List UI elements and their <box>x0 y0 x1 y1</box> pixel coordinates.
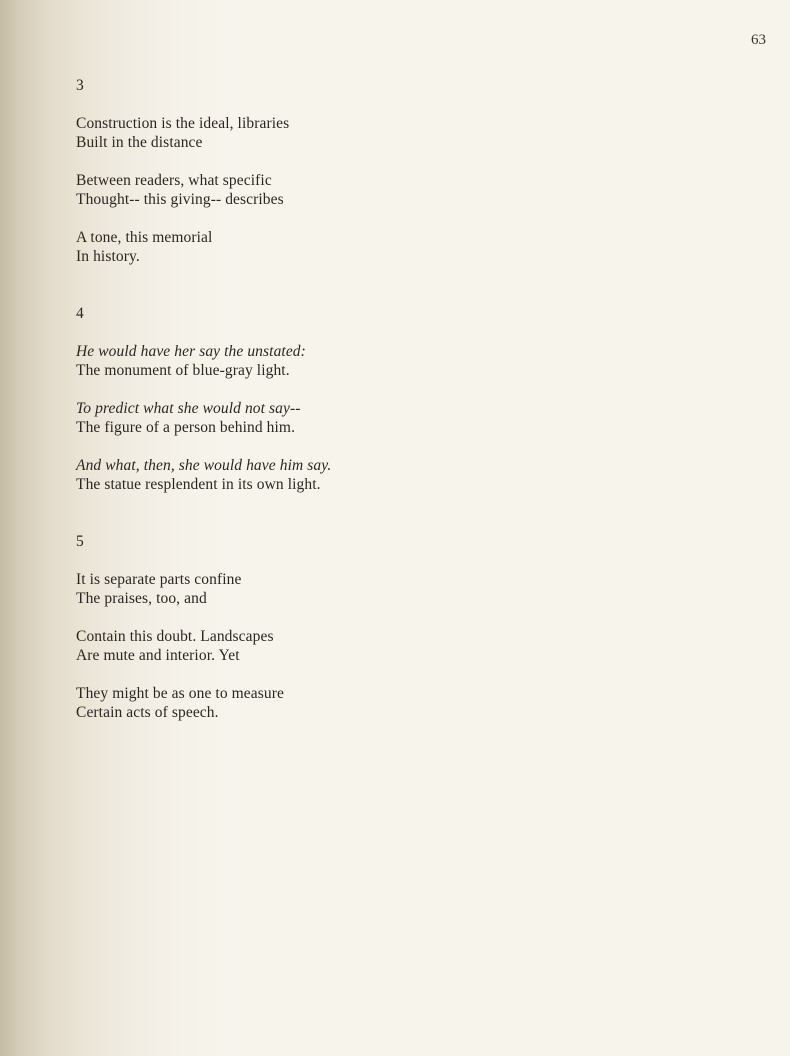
stanza <box>76 570 576 608</box>
poem-section-4 <box>76 304 576 494</box>
poem-line: The praises, too, and <box>76 590 207 607</box>
poem-line: A tone, this memorial <box>76 229 213 246</box>
poem-line: The figure of a person behind him. <box>76 419 296 436</box>
poem-line: Between readers, what specific <box>76 172 272 189</box>
poem-line: Built in the distance <box>76 134 203 151</box>
poem-line-italic: He would have her say the unstated: <box>76 343 306 360</box>
poem <box>76 76 576 722</box>
poem-line-italic: To predict what she would not say-- <box>76 400 301 417</box>
stanza <box>76 171 576 209</box>
stanza <box>76 399 576 437</box>
poem-line: Construction is the ideal, libraries <box>76 115 290 132</box>
poem-line-italic: And what, then, she would have him say. <box>76 457 332 474</box>
poem-section-5 <box>76 532 576 722</box>
poem-line: The monument of blue-gray light. <box>76 362 290 379</box>
stanza <box>76 114 576 152</box>
poem-line: The statue resplendent in its own light. <box>76 476 321 493</box>
page-number: 63 <box>751 32 766 48</box>
stanza <box>76 228 576 266</box>
stanza <box>76 456 576 494</box>
stanza <box>76 627 576 665</box>
section-number: 3 <box>76 77 84 94</box>
stanza <box>76 684 576 722</box>
poem-line: Thought-- this giving-- describes <box>76 191 284 208</box>
poem-line: Contain this doubt. Landscapes <box>76 628 274 645</box>
poem-line: They might be as one to measure <box>76 685 284 702</box>
poem-line: Are mute and interior. Yet <box>76 647 240 664</box>
poem-line: It is separate parts confine <box>76 571 242 588</box>
poem-line: Certain acts of speech. <box>76 704 219 721</box>
poem-section-3 <box>76 76 576 266</box>
section-number: 4 <box>76 305 84 322</box>
section-spacer <box>76 266 576 304</box>
poem-line: In history. <box>76 248 140 265</box>
section-spacer <box>76 494 576 532</box>
section-number: 5 <box>76 533 84 550</box>
stanza <box>76 342 576 380</box>
